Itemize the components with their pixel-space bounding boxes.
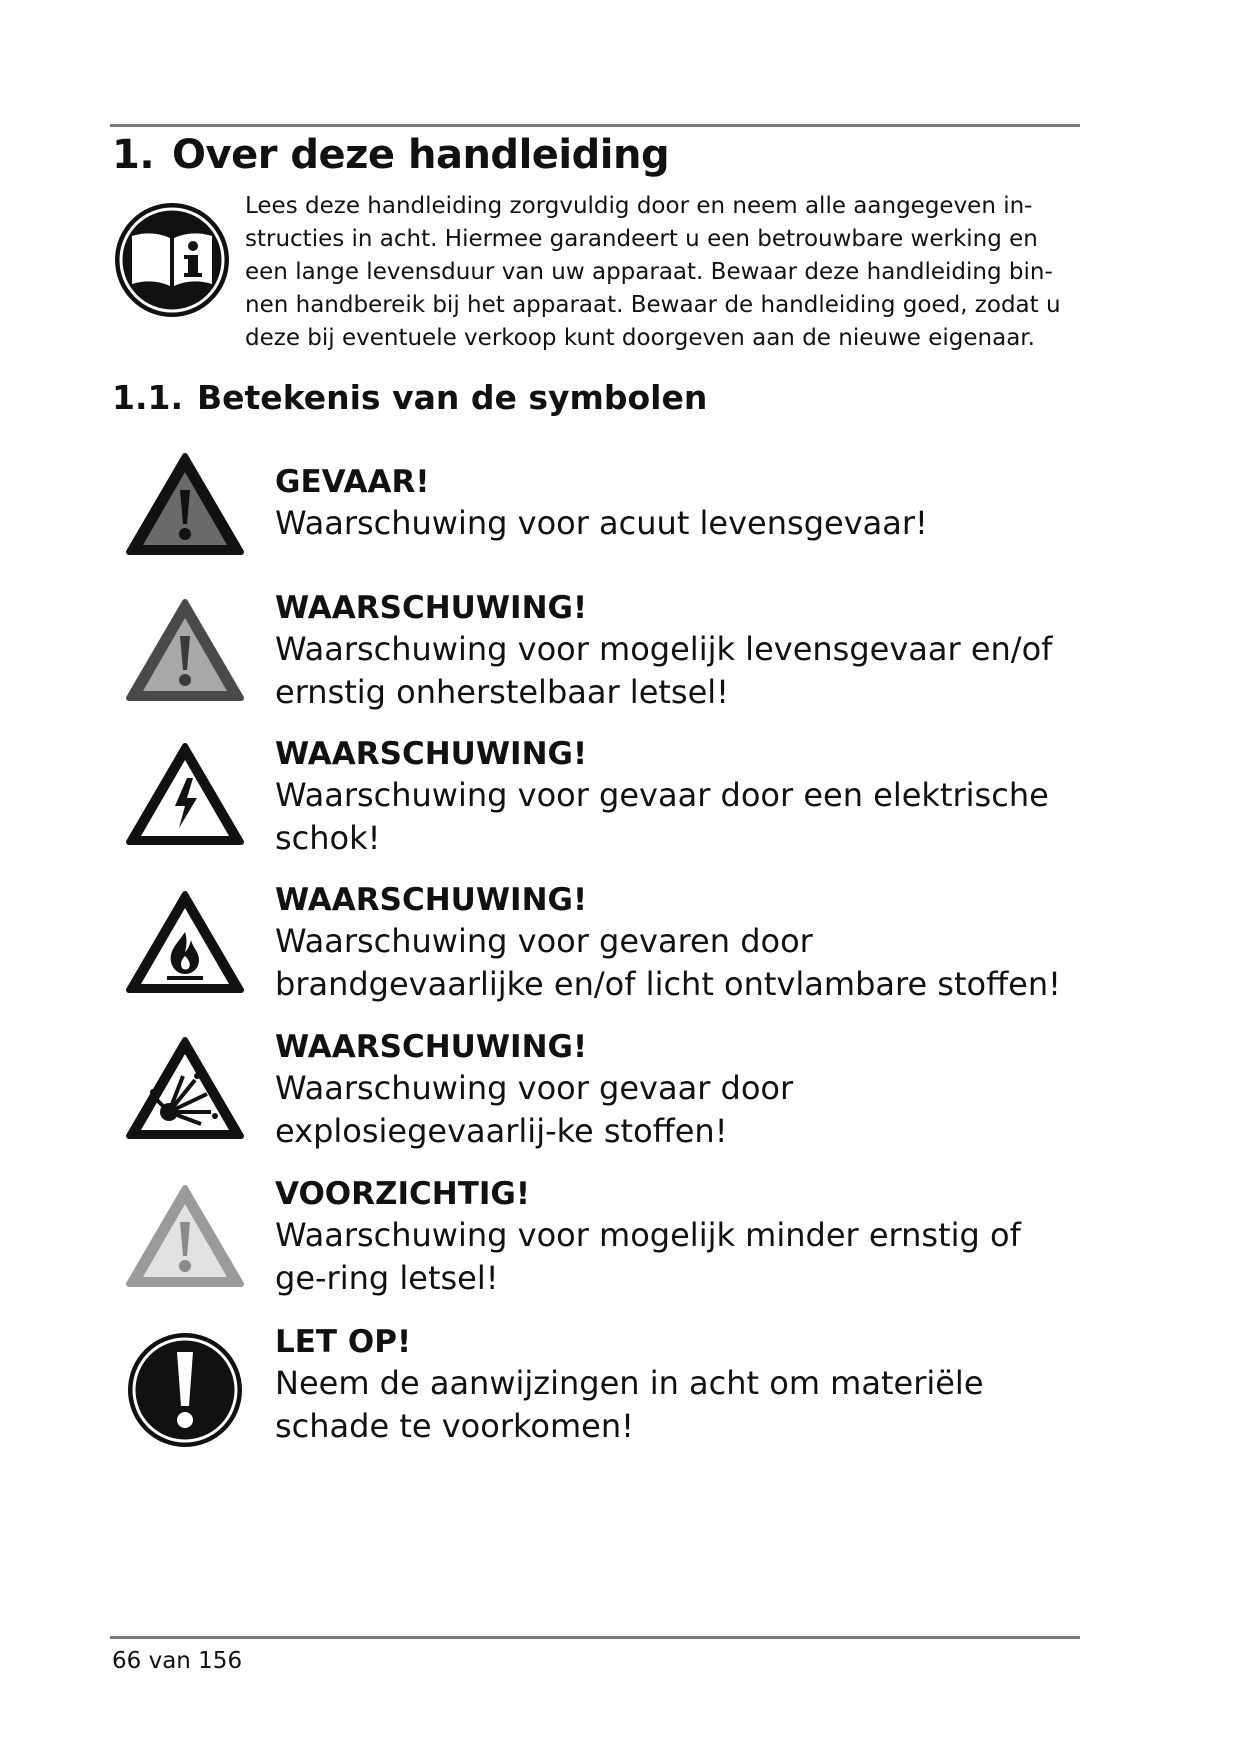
symbol-title: VOORZICHTIG!: [275, 1176, 530, 1212]
symbol-description: Waarschuwing voor gevaar door een elektrische schok!: [275, 776, 1049, 857]
symbol-description: Waarschuwing voor gevaar door explosiegevaarlij-ke stoffen!: [275, 1069, 794, 1150]
heading-2-number: 1.1.: [112, 378, 183, 417]
bottom-rule: [110, 1636, 1080, 1639]
symbol-title: WAARSCHUWING!: [275, 1029, 588, 1065]
symbol-description: Waarschuwing voor mogelijk levensgevaar en/of ernstig onherstelbaar letsel!: [275, 630, 1053, 711]
symbol-title: WAARSCHUWING!: [275, 882, 588, 918]
symbol-description: Neem de aanwijzingen in acht om materiële schade te voorkomen!: [275, 1364, 984, 1445]
heading-2-title: Betekenis van de symbolen: [197, 378, 708, 417]
symbol-entry: [275, 1174, 1075, 1300]
symbol-entry: [275, 880, 1075, 1006]
heading-1: [112, 132, 669, 178]
warning-triangle-icon: [125, 598, 245, 708]
symbol-entry: [275, 1322, 1075, 1448]
symbol-entry: [275, 1027, 1075, 1153]
heading-2: [112, 378, 707, 417]
symbol-description: Waarschuwing voor mogelijk minder ernstig of ge-ring letsel!: [275, 1216, 1021, 1297]
symbol-description: Waarschuwing voor gevaren door brandgevaarlijke en/of licht ontvlambare stoffen!: [275, 922, 1061, 1003]
symbol-description: Waarschuwing voor acuut levensgevaar!: [275, 504, 928, 542]
explosive-icon: [125, 1036, 245, 1146]
symbol-entry: [275, 462, 1075, 545]
caution-triangle-icon: [125, 1184, 245, 1294]
notice-exclamation-icon: [125, 1330, 245, 1450]
electric-shock-icon: [125, 742, 245, 852]
symbol-title: WAARSCHUWING!: [275, 590, 588, 626]
heading-1-number: 1.: [112, 132, 155, 178]
manual-info-icon: [112, 200, 232, 320]
top-rule: [110, 124, 1080, 127]
flammable-icon: [125, 890, 245, 1000]
symbol-entry: [275, 734, 1075, 860]
danger-triangle-icon: [125, 452, 245, 562]
symbol-title: LET OP!: [275, 1324, 412, 1360]
intro-paragraph: Lees deze handleiding zorgvuldig door en neem alle aangegeven in-structies in acht. Hiermee garandeert u een betrouwbare werking en een lange levensduur van uw apparaat. Bewaar deze handleiding bin-nen handbereik bij het apparaat. Bewaar de handleiding goed, zodat u deze bij eventuele verkoop kunt doorgeven aan de nieuwe eigenaar.: [245, 193, 1061, 351]
page-number: 66 van 156: [112, 1648, 243, 1674]
symbol-entry: [275, 588, 1075, 714]
symbol-title: GEVAAR!: [275, 464, 430, 500]
heading-1-title: Over deze handleiding: [172, 132, 670, 178]
symbol-title: WAARSCHUWING!: [275, 736, 588, 772]
